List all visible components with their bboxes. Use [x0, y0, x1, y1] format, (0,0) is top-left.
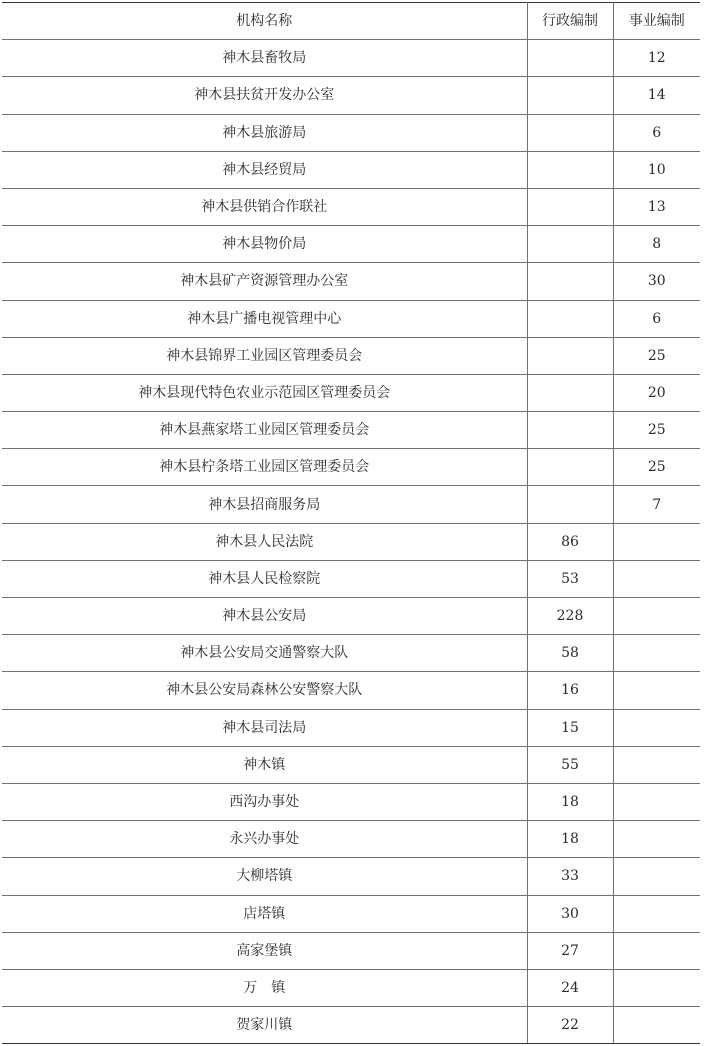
org-name-cell: 神木县扶贫开发办公室	[2, 77, 527, 114]
admin-staff-cell: 55	[527, 746, 613, 783]
table-row	[2, 300, 700, 337]
table-row	[2, 188, 700, 225]
org-name-cell: 西沟办事处	[2, 783, 527, 820]
admin-staff-cell: 22	[527, 1007, 613, 1044]
org-name-cell: 永兴办事处	[2, 821, 527, 858]
org-name-cell: 店塔镇	[2, 895, 527, 932]
admin-staff-cell: 228	[527, 598, 613, 635]
table-row	[2, 858, 700, 895]
admin-staff-cell: 53	[527, 560, 613, 597]
table-row	[2, 374, 700, 411]
table-row	[2, 1007, 700, 1044]
table-row	[2, 77, 700, 114]
admin-staff-cell: 86	[527, 523, 613, 560]
institution-staff-cell	[613, 858, 700, 895]
header-org-name: 机构名称	[2, 3, 527, 40]
admin-staff-cell	[527, 337, 613, 374]
org-name-cell: 神木县公安局森林公安警察大队	[2, 672, 527, 709]
table-row	[2, 40, 700, 77]
header-admin-staff: 行政编制	[527, 3, 613, 40]
admin-staff-cell: 27	[527, 932, 613, 969]
org-name-cell: 神木县畜牧局	[2, 40, 527, 77]
table-row	[2, 932, 700, 969]
table-row	[2, 560, 700, 597]
admin-staff-cell	[527, 114, 613, 151]
org-name-cell: 神木县锦界工业园区管理委员会	[2, 337, 527, 374]
table-body	[2, 40, 700, 1044]
admin-staff-cell	[527, 449, 613, 486]
institution-staff-cell	[613, 709, 700, 746]
table-row	[2, 746, 700, 783]
institution-staff-cell	[613, 932, 700, 969]
admin-staff-cell: 16	[527, 672, 613, 709]
org-name-cell: 神木县物价局	[2, 226, 527, 263]
org-name-cell: 神木县供销合作联社	[2, 188, 527, 225]
admin-staff-cell	[527, 226, 613, 263]
institution-staff-cell: 20	[613, 374, 700, 411]
org-name-cell: 神木县矿产资源管理办公室	[2, 263, 527, 300]
institution-staff-cell	[613, 746, 700, 783]
admin-staff-cell: 18	[527, 821, 613, 858]
institution-staff-cell: 7	[613, 486, 700, 523]
org-name-cell: 神木镇	[2, 746, 527, 783]
admin-staff-cell	[527, 188, 613, 225]
institution-staff-cell	[613, 672, 700, 709]
admin-staff-cell	[527, 151, 613, 188]
table-row	[2, 486, 700, 523]
org-name-cell: 神木县人民法院	[2, 523, 527, 560]
table-row	[2, 783, 700, 820]
institution-staff-cell: 8	[613, 226, 700, 263]
institution-staff-cell	[613, 598, 700, 635]
admin-staff-cell: 15	[527, 709, 613, 746]
org-name-cell: 神木县旅游局	[2, 114, 527, 151]
org-name-cell: 大柳塔镇	[2, 858, 527, 895]
table-row	[2, 969, 700, 1006]
admin-staff-cell: 24	[527, 969, 613, 1006]
institution-staff-cell	[613, 523, 700, 560]
org-name-cell: 神木县广播电视管理中心	[2, 300, 527, 337]
institution-staff-cell	[613, 560, 700, 597]
org-name-cell: 神木县燕家塔工业园区管理委员会	[2, 412, 527, 449]
table-row	[2, 151, 700, 188]
org-name-cell: 神木县经贸局	[2, 151, 527, 188]
table-header	[2, 3, 700, 40]
institution-staff-cell: 25	[613, 449, 700, 486]
institution-staff-cell: 12	[613, 40, 700, 77]
institution-staff-cell	[613, 821, 700, 858]
institution-staff-cell	[613, 969, 700, 1006]
org-name-cell: 神木县人民检察院	[2, 560, 527, 597]
table-row	[2, 709, 700, 746]
admin-staff-cell	[527, 300, 613, 337]
org-name-cell: 贺家川镇	[2, 1007, 527, 1044]
admin-staff-cell	[527, 412, 613, 449]
institution-staff-cell: 14	[613, 77, 700, 114]
admin-staff-cell: 18	[527, 783, 613, 820]
institution-staff-cell: 10	[613, 151, 700, 188]
admin-staff-cell: 58	[527, 635, 613, 672]
table-row	[2, 821, 700, 858]
institution-staff-cell	[613, 1007, 700, 1044]
institution-staff-cell: 6	[613, 114, 700, 151]
institution-staff-cell: 13	[613, 188, 700, 225]
org-name-cell: 神木县柠条塔工业园区管理委员会	[2, 449, 527, 486]
header-row	[2, 3, 700, 40]
staffing-table	[2, 2, 700, 1044]
org-name-cell: 神木县公安局	[2, 598, 527, 635]
institution-staff-cell: 6	[613, 300, 700, 337]
institution-staff-cell	[613, 783, 700, 820]
admin-staff-cell	[527, 40, 613, 77]
institution-staff-cell: 25	[613, 337, 700, 374]
institution-staff-cell: 30	[613, 263, 700, 300]
org-name-cell: 神木县司法局	[2, 709, 527, 746]
table-row	[2, 263, 700, 300]
admin-staff-cell	[527, 77, 613, 114]
institution-staff-cell	[613, 895, 700, 932]
admin-staff-cell: 30	[527, 895, 613, 932]
admin-staff-cell: 33	[527, 858, 613, 895]
table-row	[2, 598, 700, 635]
table-row	[2, 114, 700, 151]
admin-staff-cell	[527, 374, 613, 411]
table-row	[2, 337, 700, 374]
org-name-cell: 神木县公安局交通警察大队	[2, 635, 527, 672]
institution-staff-cell: 25	[613, 412, 700, 449]
table-row	[2, 895, 700, 932]
institution-staff-cell	[613, 635, 700, 672]
table-row	[2, 672, 700, 709]
table-row	[2, 449, 700, 486]
org-name-cell: 万 镇	[2, 969, 527, 1006]
org-name-cell: 高家堡镇	[2, 932, 527, 969]
org-name-cell: 神木县招商服务局	[2, 486, 527, 523]
admin-staff-cell	[527, 486, 613, 523]
table-row	[2, 226, 700, 263]
header-institution-staff: 事业编制	[613, 3, 700, 40]
table-row	[2, 635, 700, 672]
table-row	[2, 523, 700, 560]
org-name-cell: 神木县现代特色农业示范园区管理委员会	[2, 374, 527, 411]
table-row	[2, 412, 700, 449]
admin-staff-cell	[527, 263, 613, 300]
